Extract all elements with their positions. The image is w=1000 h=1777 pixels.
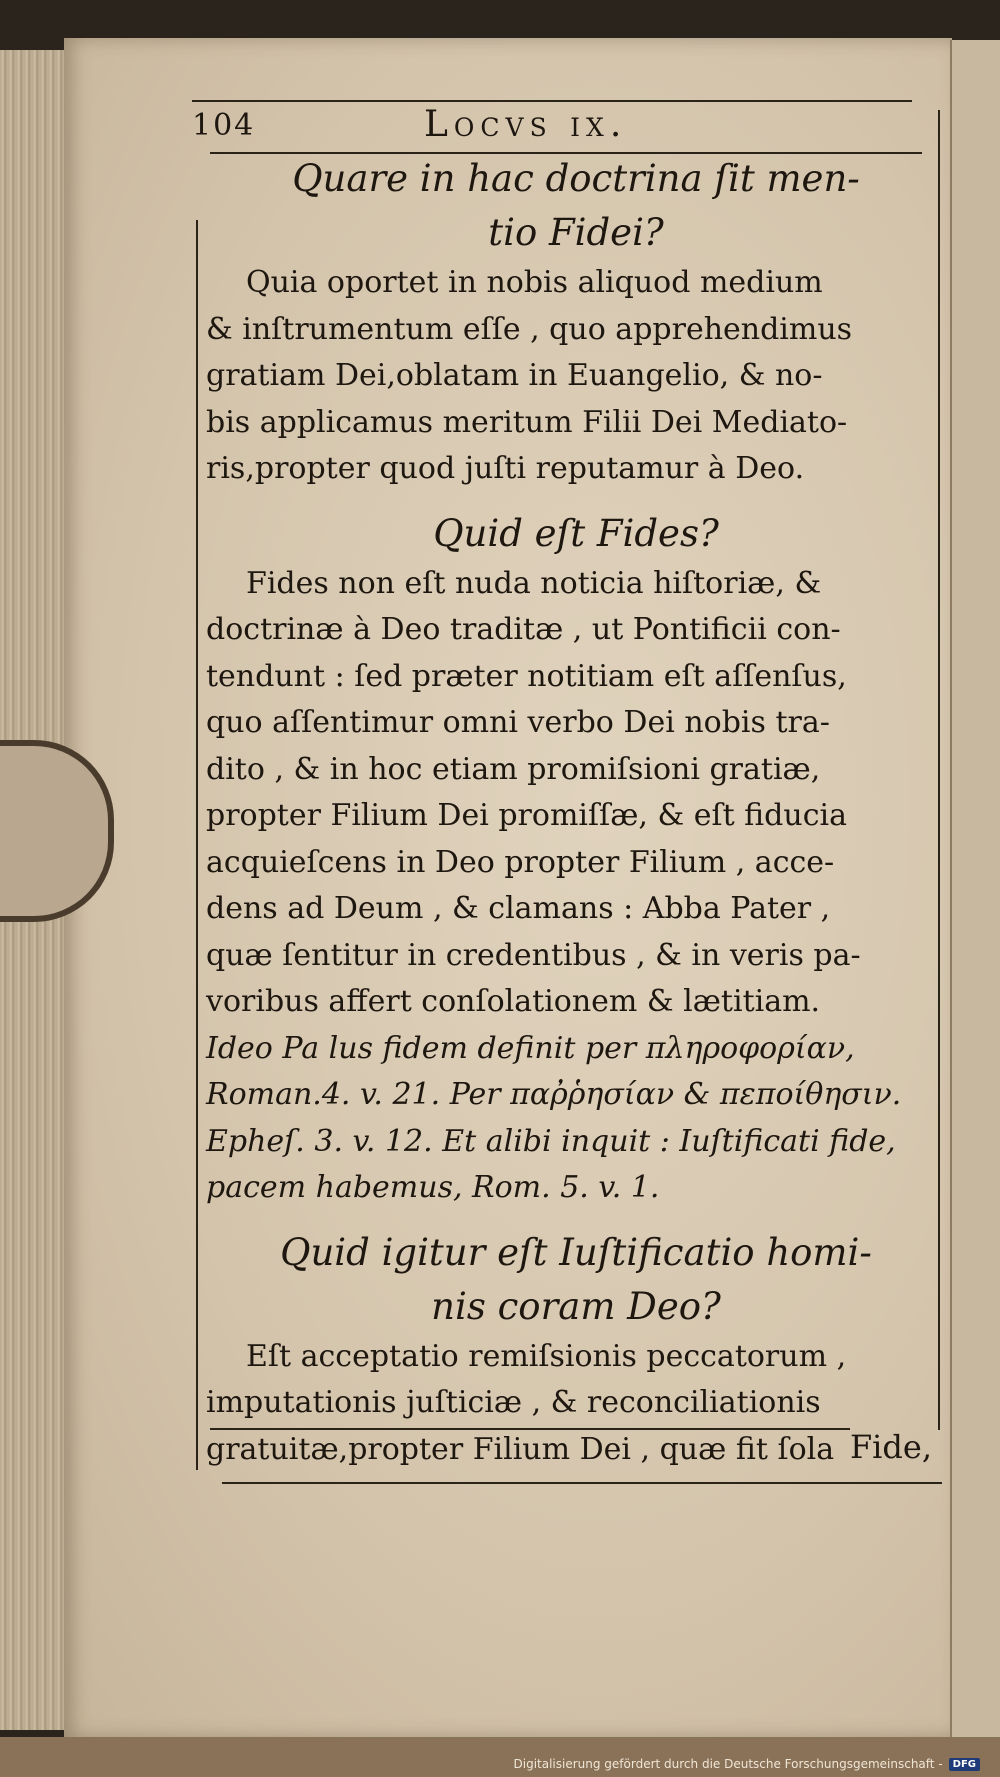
text-line: Ideo Pa lus fidem definit per πληροφορίαν, — [206, 1030, 855, 1066]
text-line: dito , & in hoc etiam promiſsioni gratiæ, — [206, 751, 821, 787]
heading-line: Quare in hac doctrina ſit men- — [292, 157, 860, 200]
text-line: gratiam Dei,oblatam in Euangelio, & no- — [206, 358, 823, 393]
page-number: 104 — [192, 108, 256, 143]
text-line: bis applicamus meritum Filii Dei Mediato- — [206, 404, 848, 440]
answer-paragraph — [206, 561, 946, 1212]
text-line: & inſtrumentum eſſe , quo apprehendimus — [206, 311, 853, 347]
right-page-edge — [950, 40, 1000, 1740]
answer-paragraph — [206, 1334, 946, 1474]
text-line: Epheſ. 3. v. 12. Et alibi inquit : Iuſtificati fide, — [206, 1123, 896, 1159]
text-line: ris,propter quod juſti reputamur à Deo. — [206, 451, 805, 486]
text-line: gratuitæ,propter Filium Dei , quæ fit ſola — [206, 1431, 835, 1467]
credit-text: Digitalisierung gefördert durch die Deutsche Forschungsgemeinschaft - — [513, 1757, 943, 1771]
text-line: Quia oportet in nobis aliquod medium — [246, 265, 823, 300]
heading-line: tio Fidei? — [488, 211, 664, 254]
text-line: propter Filium Dei promiſſæ, & eſt fiducia — [206, 798, 847, 833]
left-border — [196, 220, 198, 1470]
text-line: Eſt acceptatio remiſsionis peccatorum , — [246, 1338, 847, 1374]
text-line: voribus affert conſolationem & lætitiam. — [206, 984, 821, 1019]
text-line: tendunt : ſed præter notitiam eſt aſſenſus, — [206, 658, 847, 694]
heading-line: Quid eſt Fides? — [433, 511, 719, 555]
text-line: Roman.4. v. 21. Per παῤῥησίαν & πεποίθησιν. — [206, 1077, 902, 1112]
top-rule — [192, 100, 912, 102]
question-heading — [206, 507, 946, 561]
text-line: pacem habemus, Rom. 5. v. 1. — [206, 1170, 660, 1205]
heading-line: nis coram Deo? — [431, 1284, 721, 1328]
footer-rule — [222, 1482, 942, 1484]
text-line: quo aſſentimur omni verbo Dei nobis tra- — [206, 705, 830, 740]
text-line: Fides non eſt nuda noticia hiſtoriæ, & — [246, 565, 822, 601]
text-line: quæ ſentitur in credentibus , & in veris pa- — [206, 937, 861, 973]
question-heading — [206, 1226, 946, 1334]
dfg-logo: DFG — [949, 1758, 980, 1771]
text-line: imputationis juſticiæ , & reconciliationis — [206, 1385, 821, 1420]
text-line: doctrinæ à Deo traditæ , ut Pontificii con- — [206, 612, 841, 647]
answer-paragraph — [206, 260, 946, 493]
heading-line: Quid igitur eſt Iuſtificatio homi- — [280, 1230, 872, 1274]
catchword: Fide, — [849, 1428, 932, 1466]
text-line: dens ad Deum , & clamans : Abba Pater , — [206, 891, 831, 926]
text-line: acquieſcens in Deo propter Filium , acce- — [206, 844, 835, 880]
text-block — [206, 152, 946, 1473]
digitization-credit — [514, 1757, 981, 1771]
running-head: Locvs ix. — [424, 104, 628, 145]
question-heading — [206, 152, 946, 260]
page-header — [192, 104, 932, 148]
